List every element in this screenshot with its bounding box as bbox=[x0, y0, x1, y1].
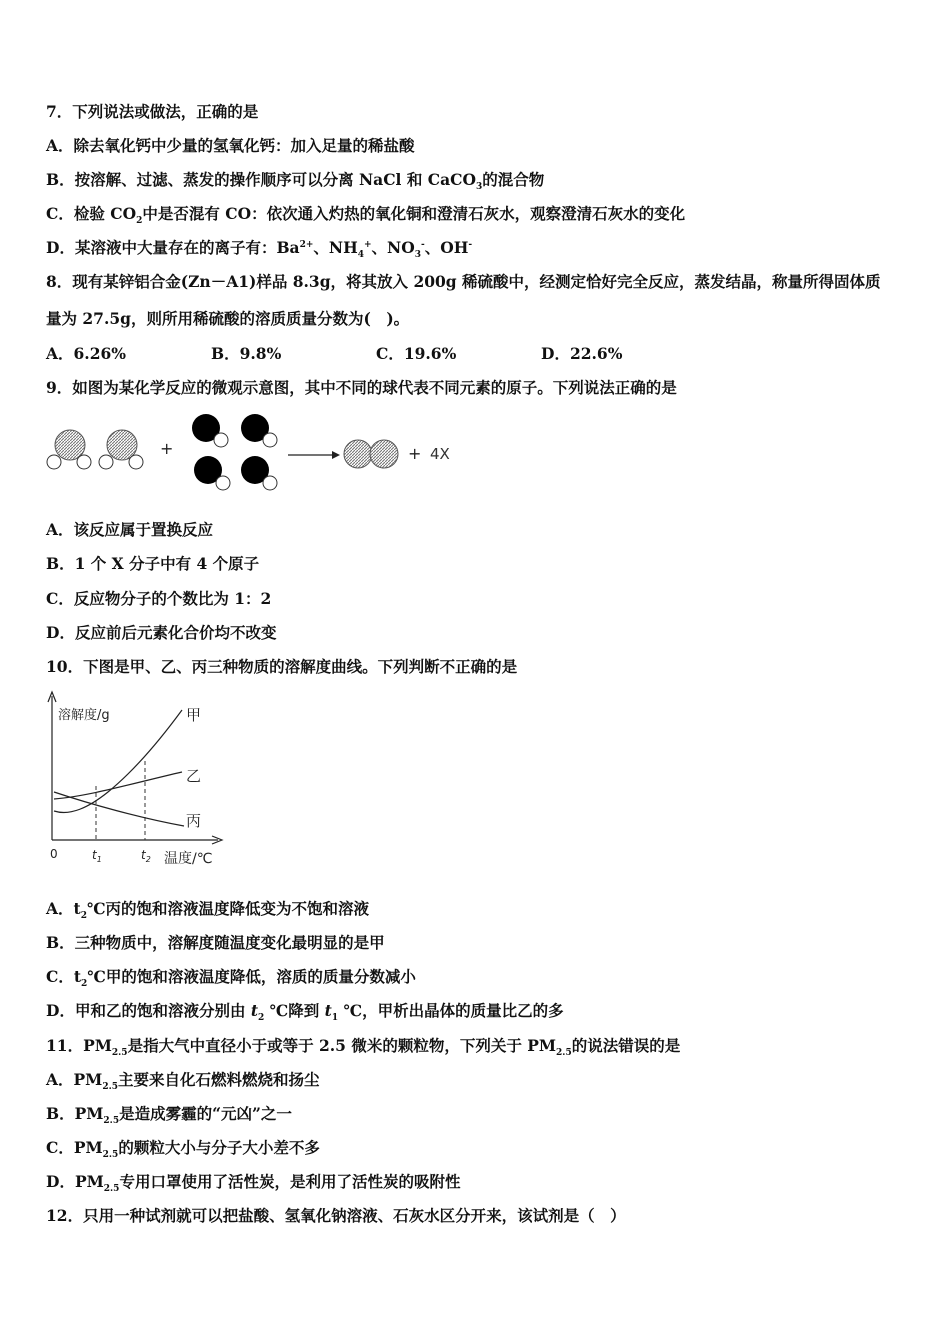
series-label-jia: 甲 bbox=[186, 706, 202, 724]
q11-stem: 11．$PM_{2.5}$是指大气中直径小于或等于 2.5 微米的颗粒物，下列关于 $PM_{2.5}$的说法错误的是 bbox=[46, 1036, 681, 1059]
q11-option-d: D．$PM_{2.5}$专用口罩使用了活性炭，是利用了活性炭的吸附性 bbox=[46, 1172, 461, 1195]
q8-option-d: D．22.6% bbox=[541, 344, 623, 363]
q8-stem-line2: 量为 27.5g，则所用稀硫酸的溶质质量分数为( )。 bbox=[46, 309, 410, 328]
q12-stem: 12．只用一种试剂就可以把盐酸、氢氧化钠溶液、石灰水区分开来，该试剂是（ ） bbox=[46, 1206, 626, 1225]
reactant-molecule-dark-2 bbox=[241, 414, 277, 447]
q10-option-b: B．三种物质中，溶解度随温度变化最明显的是甲 bbox=[46, 933, 385, 952]
product-4x: 4X bbox=[430, 445, 450, 463]
product-molecule-hatched bbox=[344, 440, 398, 468]
q8-stem-line1: 8．现有某锌铝合金(Zn－A1)样品 8.3g，将其放入 200g 稀硫酸中，经测定恰好完全反应，蒸发结晶，称量所得固体质 bbox=[46, 272, 881, 291]
q10-stem: 10．下图是甲、乙、丙三种物质的溶解度曲线。下列判断不正确的是 bbox=[46, 657, 518, 676]
q8-option-a: A．6.26% bbox=[46, 344, 127, 363]
q10-option-a: A．$t_2℃$丙的饱和溶液温度降低变为不饱和溶液 bbox=[46, 899, 370, 922]
q7-stem: 7．下列说法或做法，正确的是 bbox=[46, 102, 259, 121]
q9-option-a: A．该反应属于置换反应 bbox=[46, 520, 214, 539]
series-label-bing: 丙 bbox=[186, 812, 202, 830]
solubility-chart bbox=[40, 688, 230, 873]
q9-option-d: D．反应前后元素化合价均不改变 bbox=[46, 623, 277, 642]
q7-option-a: A．除去氧化钙中少量的氢氧化钙：加入足量的稀盐酸 bbox=[46, 136, 415, 155]
q7-option-d: D．某溶液中大量存在的离子有：$Ba^{2+}$、$NH_4^+$、$NO_3^-$、OH- bbox=[46, 238, 473, 261]
q9-stem: 9．如图为某化学反应的微观示意图，其中不同的球代表不同元素的原子。下列说法正确的是 bbox=[46, 378, 677, 397]
q10-option-c: C．$t_2℃$甲的饱和溶液温度降低，溶质的质量分数减小 bbox=[46, 967, 416, 990]
plus-sign-2: + bbox=[408, 444, 422, 463]
q8-option-c: C．19.6% bbox=[376, 344, 457, 363]
chart-t2-label: $t_2$ bbox=[141, 848, 151, 864]
reactant-molecule-hatched-2 bbox=[99, 430, 143, 469]
q11-option-a: A．$PM_{2.5}$主要来自化石燃料燃烧和扬尘 bbox=[46, 1070, 320, 1093]
series-label-yi: 乙 bbox=[186, 767, 202, 785]
reactant-molecule-hatched-1 bbox=[47, 430, 91, 469]
q9-option-c: C．反应物分子的个数比为 1：2 bbox=[46, 589, 272, 608]
chart-y-label: 溶解度/g bbox=[58, 708, 110, 723]
q7-option-c: C．检验 $CO_2$中是否混有 CO：依次通入灼热的氧化铜和澄清石灰水，观察澄清石灰水的变化 bbox=[46, 204, 686, 227]
chart-t1-label: $t_1$ bbox=[92, 848, 102, 864]
reaction-arrow-icon bbox=[288, 451, 340, 459]
q8-option-b: B．9.8% bbox=[211, 344, 282, 363]
curve-yi bbox=[54, 772, 182, 799]
chart-x-label: 温度/℃ bbox=[164, 851, 213, 867]
q11-option-c: C．$PM_{2.5}$的颗粒大小与分子大小差不多 bbox=[46, 1138, 320, 1161]
q9-option-b: B．1 个 X 分子中有 4 个原子 bbox=[46, 554, 260, 573]
reactant-molecule-dark-1 bbox=[192, 414, 228, 447]
q11-option-b: B．$PM_{2.5}$是造成雾霾的“元凶”之一 bbox=[46, 1104, 292, 1127]
plus-sign-1: + bbox=[160, 439, 174, 458]
reaction-diagram bbox=[40, 408, 470, 500]
q7-option-b: B．按溶解、过滤、蒸发的操作顺序可以分离 NaCl 和 CaCO$_3$的混合物 bbox=[46, 170, 545, 193]
chart-origin-label: 0 bbox=[50, 847, 58, 861]
reactant-molecule-dark-4 bbox=[241, 456, 277, 490]
reactant-molecule-dark-3 bbox=[194, 456, 230, 490]
q10-option-d: D．甲和乙的饱和溶液分别由 $t_2$ ℃降到 $t_1$ ℃，甲析出晶体的质量比乙的多 bbox=[46, 1001, 564, 1024]
